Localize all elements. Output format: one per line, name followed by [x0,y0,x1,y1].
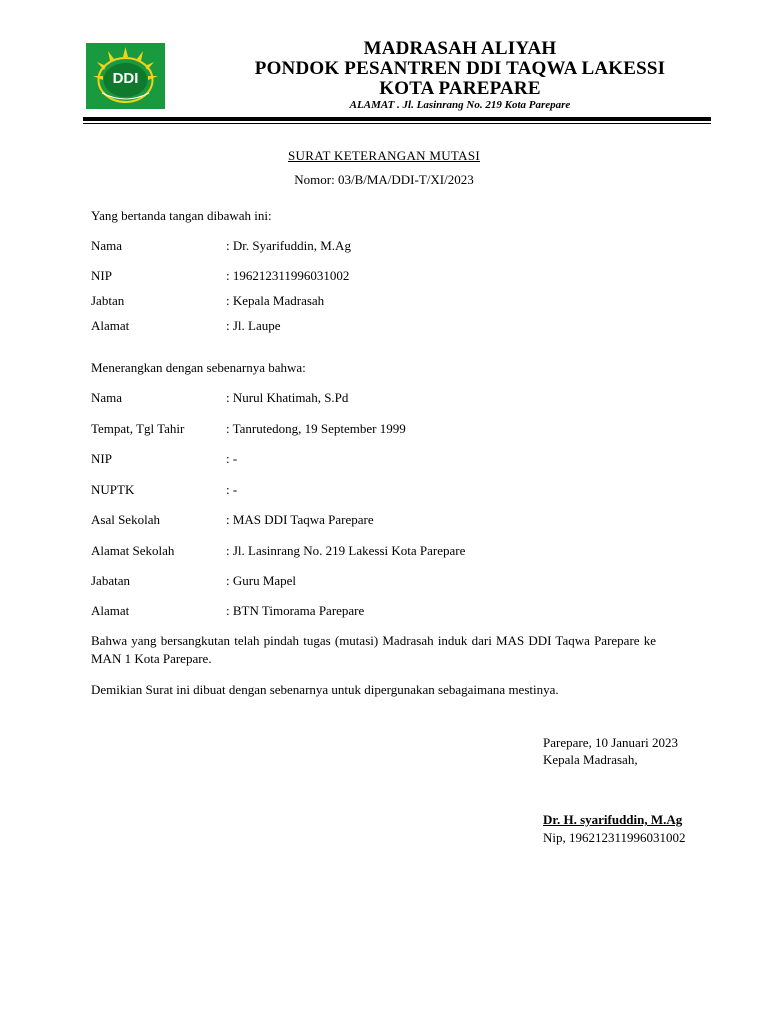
header-rule-thick [83,117,711,121]
subject-origin-school-value: : MAS DDI Taqwa Parepare [226,512,374,527]
signature-nip: Nip, 196212311996031002 [543,830,686,845]
logo-text: DDI [112,70,139,87]
subject-nip-label: NIP [91,451,112,466]
school-logo [86,43,165,109]
subject-school-address-label: Alamat Sekolah [91,543,175,558]
subject-name-label: Nama [91,390,123,405]
signature-place-date: Parepare, 10 Januari 2023 [543,735,679,750]
school-name: PONDOK PESANTREN DDI TAQWA LAKESSI [254,58,666,79]
school-type: MADRASAH ALIYAH [363,38,557,59]
signer-nip-label: NIP [91,268,112,283]
subject-birth-label: Tempat, Tgl Tahir [91,421,185,436]
signer-position-label: Jabtan [91,293,125,308]
subject-nuptk-value: : - [226,482,238,497]
signer-nip-value: : 196212311996031002 [226,268,350,283]
school-city: KOTA PAREPARE [379,78,541,99]
subject-birth-value: : Tanrutedong, 19 September 1999 [226,421,406,436]
signature-position: Kepala Madrasah, [543,752,638,767]
statement-text: Menerangkan dengan sebenarnya bahwa: [91,360,306,375]
closing-paragraph: Demikian Surat ini dibuat dengan sebenarnya untuk dipergunakan sebagaimana mestinya. [91,682,559,697]
subject-position-value: : Guru Mapel [226,573,297,588]
signer-position-value: : Kepala Madrasah [226,293,325,308]
subject-nip-value: : - [226,451,238,466]
letter-number: Nomor: 03/B/MA/DDI-T/XI/2023 [294,172,474,187]
subject-address-value: : BTN Timorama Parepare [226,603,365,618]
subject-name-value: : Nurul Khatimah, S.Pd [226,390,349,405]
header-rule-thin [83,123,711,124]
letter-title: SURAT KETERANGAN MUTASI [288,148,480,163]
subject-school-address-value: : Jl. Lasinrang No. 219 Lakessi Kota Parepare [226,543,466,558]
signer-address-value: : Jl. Laupe [226,318,281,333]
subject-address-label: Alamat [91,603,130,618]
signer-name-label: Nama [91,238,123,253]
body-paragraph: Bahwa yang bersangkutan telah pindah tugas (mutasi) Madrasah induk dari MAS DDI Taqwa Parepare ke MAN 1 Kota Parepare. [91,633,656,666]
subject-position-label: Jabatan [91,573,130,588]
signer-address-label: Alamat [91,318,130,333]
intro-text: Yang bertanda tangan dibawah ini: [91,208,272,223]
school-address: ALAMAT . Jl. Lasinrang No. 219 Kota Parepare [349,99,571,111]
signer-name-value: : Dr. Syarifuddin, M.Ag [226,238,351,253]
signature-name: Dr. H. syarifuddin, M.Ag [543,812,683,827]
subject-origin-school-label: Asal Sekolah [91,512,160,527]
subject-nuptk-label: NUPTK [91,482,135,497]
